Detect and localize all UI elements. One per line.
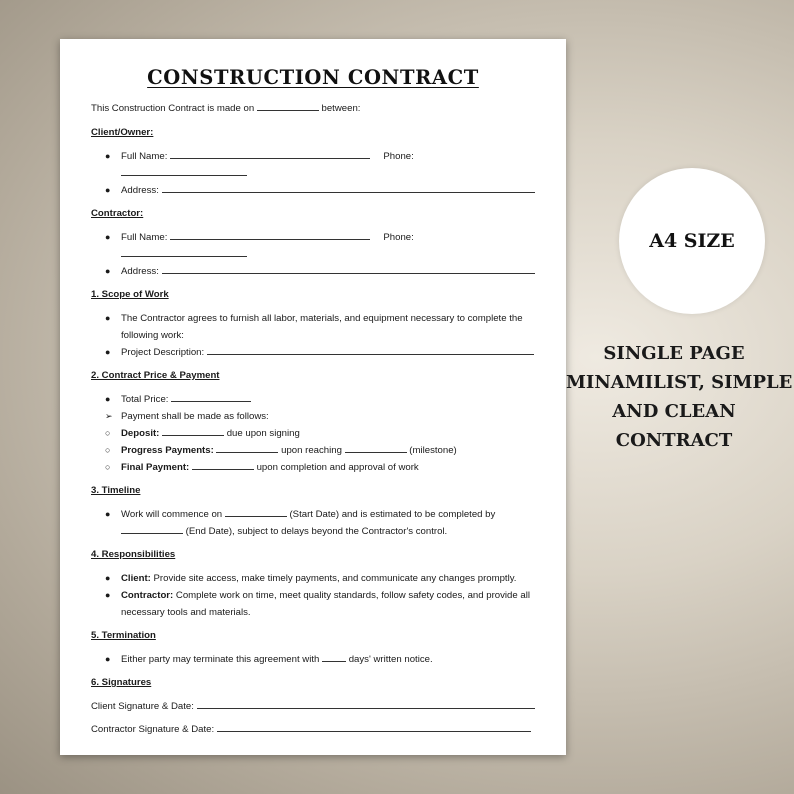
contractor-phone-label: Phone: — [383, 232, 414, 243]
client-address-blank[interactable] — [162, 183, 535, 193]
intro-line — [91, 100, 537, 117]
contract-date-blank[interactable] — [257, 101, 319, 111]
termination-text-start: Either party may terminate this agreement with — [121, 654, 320, 665]
progress-amount-blank[interactable] — [216, 443, 278, 453]
contractor-heading: Contractor: — [91, 208, 144, 219]
circle-bullet-icon: ○ — [105, 428, 111, 438]
bullet-icon: ● — [105, 590, 111, 600]
bullet-icon: ● — [105, 509, 111, 519]
scope-heading: 1. Scope of Work — [91, 289, 169, 300]
timeline-list — [91, 506, 537, 540]
client-address-label: Address: — [121, 185, 159, 196]
timeline-heading: 3. Timeline — [91, 485, 141, 496]
a4-size-badge — [619, 168, 765, 314]
total-price-row — [91, 391, 537, 408]
tagline-line-1: SINGLE PAGE — [603, 343, 745, 364]
timeline-start-date: (Start Date) and is estimated to be completed by — [289, 509, 496, 520]
deposit-row — [91, 425, 537, 442]
termination-text-end: days' written notice. — [348, 654, 433, 665]
scope-text: The Contractor agrees to furnish all labor, materials, and equipment necessary to complete the following work: — [121, 313, 523, 341]
bullet-icon: ● — [105, 394, 111, 404]
price-heading: 2. Contract Price & Payment — [91, 370, 220, 381]
timeline-start-text: Work will commence on — [121, 509, 223, 520]
badge-text: A4 SIZE — [649, 230, 735, 252]
termination-list — [91, 651, 537, 668]
progress-end: (milestone) — [409, 445, 457, 456]
client-phone-label: Phone: — [383, 151, 414, 162]
final-payment-label: Final Payment: — [121, 462, 190, 473]
scope-item — [91, 310, 537, 344]
deposit-label: Deposit: — [121, 428, 160, 439]
bullet-icon: ● — [105, 266, 111, 276]
progress-row — [91, 442, 537, 459]
termination-item — [91, 651, 537, 668]
contractor-signature-label: Contractor Signature & Date: — [91, 724, 215, 735]
client-responsibility-text: Provide site access, make timely payments, and communicate any changes promptly. — [153, 573, 517, 584]
total-price-blank[interactable] — [171, 392, 251, 402]
contractor-responsibility-label: Contractor: — [121, 590, 174, 601]
payment-intro-row — [91, 408, 537, 425]
client-address-row — [91, 182, 537, 199]
project-description-label: Project Description: — [121, 347, 205, 358]
contractor-responsibility — [91, 587, 537, 621]
client-heading: Client/Owner: — [91, 127, 154, 138]
end-date-blank[interactable] — [121, 524, 183, 534]
bullet-icon: ● — [105, 151, 111, 161]
final-payment-text: upon completion and approval of work — [256, 462, 419, 473]
termination-heading: 5. Termination — [91, 630, 156, 641]
product-tagline — [566, 339, 793, 455]
final-payment-blank[interactable] — [192, 460, 254, 470]
notice-days-blank[interactable] — [322, 652, 346, 662]
circle-bullet-icon: ○ — [105, 445, 111, 455]
client-signature-row — [91, 698, 537, 715]
bullet-icon: ● — [105, 185, 111, 195]
progress-text: upon reaching — [281, 445, 342, 456]
tagline-line-4: CONTRACT — [615, 430, 733, 451]
client-signature-blank[interactable] — [197, 699, 535, 709]
signatures-heading: 6. Signatures — [91, 677, 152, 688]
contractor-fields — [91, 229, 537, 280]
contractor-name-blank[interactable] — [170, 230, 370, 240]
bullet-icon: ● — [105, 654, 111, 664]
client-name-label: Full Name: — [121, 151, 168, 162]
responsibilities-heading: 4. Responsibilities — [91, 549, 176, 560]
final-payment-row — [91, 459, 537, 476]
deposit-blank[interactable] — [162, 426, 224, 436]
document-body — [91, 100, 537, 738]
contractor-name-row — [91, 229, 537, 263]
start-date-blank[interactable] — [225, 507, 287, 517]
project-description-row — [91, 344, 537, 361]
tagline-line-3: AND CLEAN — [612, 401, 736, 422]
milestone-blank[interactable] — [345, 443, 407, 453]
deposit-text: due upon signing — [226, 428, 300, 439]
project-description-blank[interactable] — [207, 345, 534, 355]
timeline-item — [91, 506, 537, 540]
client-responsibility — [91, 570, 537, 587]
arrow-bullet-icon: ➢ — [105, 411, 113, 421]
contractor-signature-blank[interactable] — [217, 722, 531, 732]
tagline-line-2: MINAMILIST, SIMPLE — [566, 372, 793, 393]
responsibilities-list — [91, 570, 537, 621]
payment-intro: Payment shall be made as follows: — [121, 411, 269, 422]
contractor-address-blank[interactable] — [162, 264, 535, 274]
contractor-address-row — [91, 263, 537, 280]
client-signature-label: Client Signature & Date: — [91, 701, 194, 712]
document-title: CONSTRUCTION CONTRACT — [147, 66, 479, 89]
bullet-icon: ● — [105, 232, 111, 242]
intro-end: between: — [321, 103, 361, 114]
client-name-blank[interactable] — [170, 149, 370, 159]
price-list — [91, 391, 537, 476]
client-name-row — [91, 148, 537, 182]
client-phone-blank[interactable] — [121, 166, 247, 176]
intro-start: This Construction Contract is made on — [91, 103, 255, 114]
bullet-icon: ● — [105, 347, 111, 357]
bullet-icon: ● — [105, 573, 111, 583]
bullet-icon: ● — [105, 313, 111, 323]
progress-label: Progress Payments: — [121, 445, 214, 456]
contractor-responsibility-text: Complete work on time, meet quality standards, follow safety codes, and provide all necessary tools and materials. — [121, 590, 530, 618]
contractor-name-label: Full Name: — [121, 232, 168, 243]
contract-page — [60, 39, 566, 755]
contractor-address-label: Address: — [121, 266, 159, 277]
total-price-label: Total Price: — [121, 394, 169, 405]
timeline-end-date: (End Date), subject to delays beyond the Contractor's control. — [185, 526, 448, 537]
client-responsibility-label: Client: — [121, 573, 151, 584]
circle-bullet-icon: ○ — [105, 462, 111, 472]
client-fields — [91, 148, 537, 199]
contractor-phone-blank[interactable] — [121, 247, 247, 257]
contractor-signature-row — [91, 721, 537, 738]
scope-list — [91, 310, 537, 361]
